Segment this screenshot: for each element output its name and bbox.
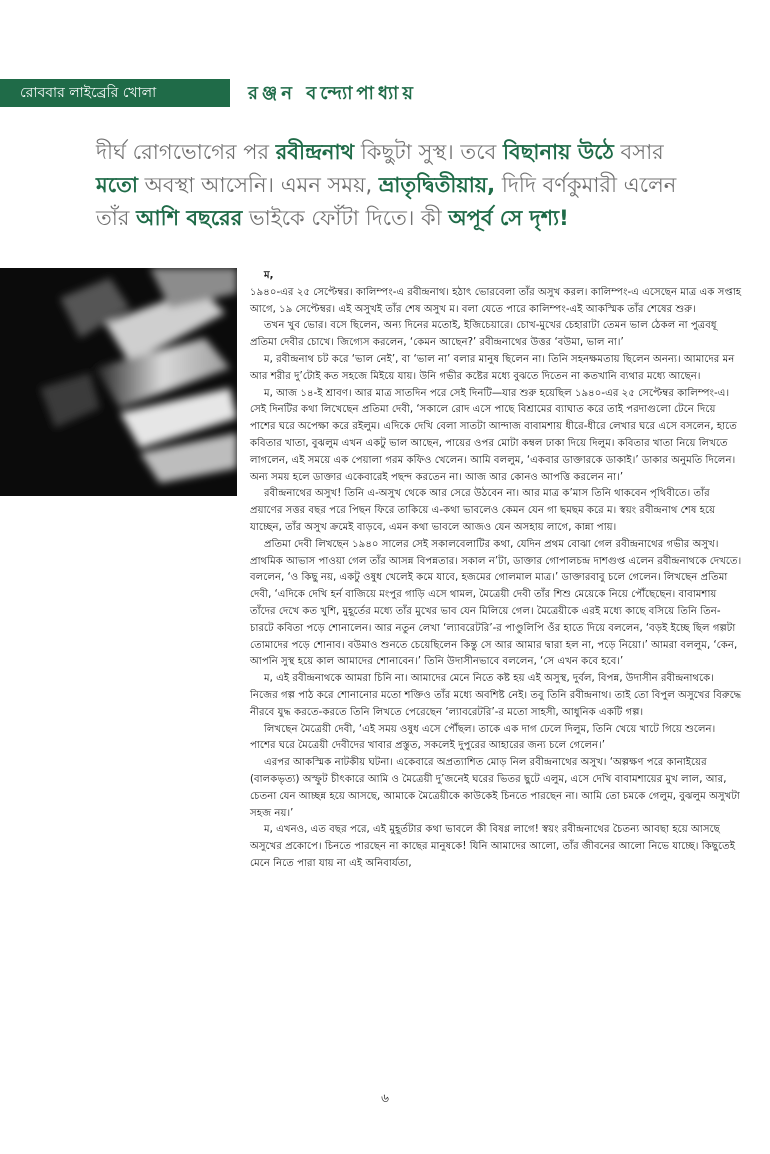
intro-highlight: বিছানায় উঠে xyxy=(503,140,614,164)
paragraph-3: ম, রবীন্দ্রনাথ চট করে ‘ভাল নেই’, বা ‘ভাল না’ বলার মানুষ ছিলেন না। তিনি সহনক্ষমতায় ছিলেন অনন্য। আমাদের মন আর শরীর দু’টোই কত সহজে মিইয়ে যায়। উনি গভীর কষ্টের মধ্যে বুঝতে দিতেন না কতখানি ব্যথার মধ্যে আছেন। xyxy=(250,353,735,382)
paragraph-1: ১৯৪০-এর ২৫ সেপ্টেম্বর। কালিম্পং-এ রবীন্দ্রনাথ। হঠাৎ ভোরবেলা তাঁর অসুখ করল। কালিম্পং-এ এসেছেন মাত্র এক সপ্তাহ আগে, ১৯ সেপ্টেম্বর। এই অসুখই তাঁর শেষ অসুখ ম। বলা যেতে পারে কালিম্পং-এই আকস্মিক তাঁর শেষের শুরু। xyxy=(250,286,742,315)
illustration-photo xyxy=(0,268,237,496)
intro-text: বসার xyxy=(613,140,664,164)
paragraph-9: এরপর আকস্মিক নাটকীয় ঘটনা। একেবারে অপ্রত্যাশিত মোড় নিল রবীন্দ্রনাথের অসুখ। ‘অল্পক্ষণ পরে কানাইয়ের (বালকভৃত্য) অস্ফুট চীৎকারে আমি ও মৈত্রেয়ী দু’জনেই ঘরের ভিতর ছুটে এলুম, এসে দেখি বাবামশায়ের মুখ লাল, আর, চেতনা যেন আচ্ছন্ন হয়ে আসছে, আমাকে মৈত্রেয়ীকে কাউকেই চিনতে পারছেন না। আমি তো চমকে গেলুম, বুঝলুম অসুখটা সহজ নয়।’ xyxy=(250,757,740,819)
intro-highlight: অপূর্ব সে দৃশ্য! xyxy=(448,206,569,230)
paragraph-8: লিখছেন মৈত্রেয়ী দেবী, ‘এই সময় ওষুধ এসে পৌঁছল। তাকে এক দাগ ঢেলে দিলুম, তিনি খেয়ে খাটে গিয়ে শুলেন। পাশের ঘরে মৈত্রেয়ী দেবীদের খাবার প্রস্তুত, সকলেই দুপুরের আহারের জন্য চলে গেলেন।’ xyxy=(250,723,716,752)
paragraph-4: ম, আজ ১৪-ই শ্রাবণ। আর মাত্র সাতদিন পরে সেই দিনটি—যার শুরু হয়েছিল ১৯৪০-এর ২৫ সেপ্টেম্বর কালিম্পং-এ। সেই দিনটির কথা লিখেছেন প্রতিমা দেবী, ‘সকালে রোদ এসে পাছে বিশ্রামের ব্যাঘাত করে তাই পরদাগুলো টেনে দিয়ে পাশের ঘরে অপেক্ষা করে রইলুম। এদিকে দেখি বেলা সাতটা আন্দাজ বাবামশায় ধীরে-ধীরে লেখার ঘরে এসে বসলেন, হাতে কবিতার খাতা, বুঝলুম এখন একটু ভাল আছেন, পায়ের ওপর মোটা কম্বল ঢাকা দিয়ে দিলুম। কবিতার খাতা নিয়ে লিখতে লাগলেন, এই সময়ে এক পেয়ালা গরম কফিও খেলেন। আমি বললুম, ‘একবার ডাক্তারকে ডাকাই।’ ডাকার অনুমতি দিলেন। অন্য সময় হলে ডাক্তার একেবারেই পছন্দ করতেন না। আজ আর কোনও আপত্তি করলেন না।’ xyxy=(250,387,737,483)
page-number: ৬ xyxy=(381,1091,389,1105)
intro-text: কিছুটা সুস্থ। তবে xyxy=(354,140,503,164)
paragraph-10: ম, এখনও, এত বছর পরে, এই মুহূর্তটার কথা ভাবলে কী বিষণ্ণ লাগে! স্বয়ং রবীন্দ্রনাথের চৈতন্য আবছা হয়ে আসছে অসুখের প্রকোপে। চিনতে পারছেন না কাছের মানুষকে! যিনি আমাদের আলো, তাঁর জীবনের আলো নিভে যাচ্ছে। কিছুতেই মেনে নিতে পারা যায় না এই অনিবার্যতা, xyxy=(250,824,736,869)
paragraph-7: ম, এই রবীন্দ্রনাথকে আমরা চিনি না। আমাদের মেনে নিতে কষ্ট হয় এই অসুস্থ, দুর্বল, বিপন্ন, উদাসীন রবীন্দ্রনাথকে। নিজের গল্প পাঠ করে শোনানোর মতো শক্তিও তাঁর মধ্যে অবশিষ্ট নেই। তবু তিনি রবীন্দ্রনাথ। তাই তো বিপুল অসুখের বিরুদ্ধে নীরবে যুদ্ধ করতে-করতে তিনি লিখতে পেরেছেন ‘ল্যাবরেটরি’-র মতো সাহসী, আধুনিক একটি গল্প। xyxy=(250,673,742,718)
section-label: রোববার লাইব্রেরি খোলা xyxy=(20,85,157,101)
intro-text: অবস্থা আসেনি। এমন সময়, xyxy=(137,173,379,197)
author-name: রঞ্জন বন্দ্যোপাধ্যায় xyxy=(248,83,417,104)
blurred-books-image xyxy=(0,268,237,496)
section-label-band xyxy=(0,79,230,107)
article-body xyxy=(250,268,742,873)
salutation: ম, xyxy=(264,270,274,281)
intro-highlight: মতো xyxy=(96,173,138,197)
intro-highlight: ভ্রাতৃদ্বিতীয়ায়, xyxy=(378,173,496,197)
intro-text: দিদি বর্ণকুমারী এলেন তাঁর xyxy=(96,173,677,230)
intro-highlight: আশি বছরের xyxy=(136,206,243,230)
paragraph-2: তখন খুব ভোর। বসে ছিলেন, অন্য দিনের মতোই, ইজিচেয়ারে। চোখ-মুখের চেহারাটা তেমন ভাল ঠেকল না পুত্রবধূ প্রতিমা দেবীর চোখে। জিগ্যেস করলেন, ‘কেমন আছেন?’ রবীন্দ্রনাথের উত্তর ‘বউমা, ভাল না।’ xyxy=(250,320,717,349)
paragraph-6: প্রতিমা দেবী লিখছেন ১৯৪০ সালের সেই সকালবেলাটির কথা, যেদিন প্রথম বোঝা গেল রবীন্দ্রনাথের গভীর অসুখ। প্রাথমিক আভাস পাওয়া গেল তাঁর আসন্ন বিপন্নতার। সকাল ন’টা, ডাক্তার গোপালচন্দ্র দাশগুপ্ত এলেন রবীন্দ্রনাথকে দেখতে। বললেন, ‘ও কিছু নয়, একটু ওষুধ খেলেই কমে যাবে, হজমের গোলমাল মাত্র।’ ডাক্তারবাবু চলে গেলেন। লিখছেন প্রতিমা দেবী, ‘এদিকে দেখি হর্ন বাজিয়ে মংপুর গাড়ি এসে থামল, মৈত্রেয়ী দেবী তাঁর শিশু মেয়েকে নিয়ে পৌঁছেছেন। বাবামশায় তাঁদের দেখে কত খুশি, মুহূর্তের মধ্যে তাঁর মুখের ভাব যেন মিলিয়ে গেল। মৈত্রেয়ীকে এরই মধ্যে কাছে বসিয়ে তিনি তিন-চারটে কবিতা পড়ে শোনালেন। আর নতুন লেখা ‘ল্যাবরেটরি’-র পাণ্ডুলিপি ওঁর হাতে দিয়ে বললেন, ‘বড়ই ইচ্ছে ছিল গল্পটা তোমাদের পড়ে শোনাব। বউমাও শুনতে চেয়েছিলেন কিন্তু সে আর আমার দ্বারা হল না, পড়ে নিয়ো।’ আমরা বললুম, ‘কেন, আপনি সুস্থ হয়ে কাল আমাদের শোনাবেন।’ তিনি উদাসীনভাবে বললেন, ‘সে এখন কবে হবে।’ xyxy=(250,538,742,668)
paragraph-5: রবীন্দ্রনাথের অসুখ! তিনি এ-অসুখ থেকে আর সেরে উঠবেন না। আর মাত্র ক’মাস তিনি থাকবেন পৃথিবীতে। তাঁর প্রয়াণের সত্তর বছর পরে পিছন ফিরে তাকিয়ে এ-কথা ভাবলেও কেমন যেন গা ছমছম করে ম। স্বয়ং রবীন্দ্রনাথ শেষ হয়ে যাচ্ছেন, তাঁর অসুখ ক্রমেই বাড়বে, এমন কথা ভাবলে আজও যেন অসহায় লাগে, কান্না পায়। xyxy=(250,488,716,533)
intro-text: দীর্ঘ রোগভোগের পর xyxy=(96,140,276,164)
intro-highlight: রবীন্দ্রনাথ xyxy=(275,140,355,164)
intro-blurb xyxy=(96,136,708,235)
intro-text: ভাইকে ফোঁটা দিতে। কী xyxy=(242,206,449,230)
